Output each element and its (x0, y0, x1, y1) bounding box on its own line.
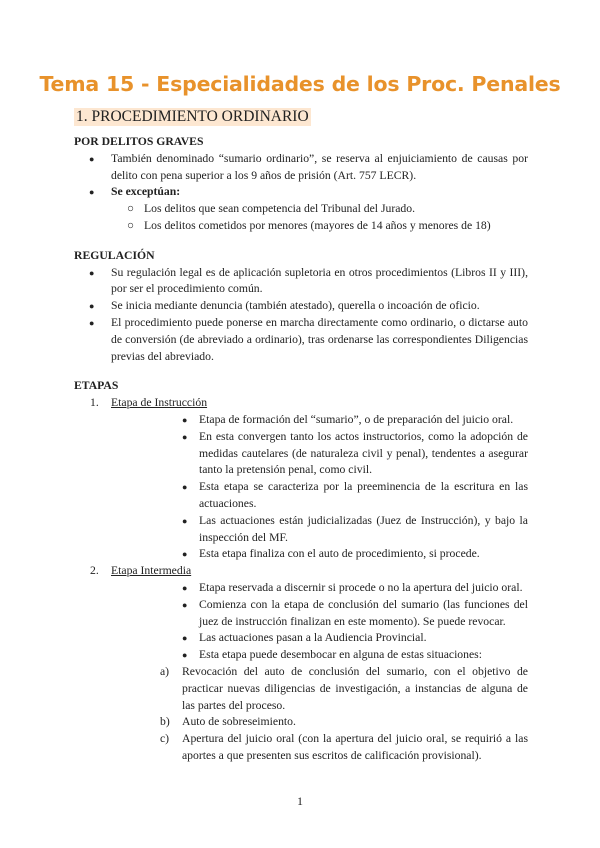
numbered-item: 2. Etapa Intermedia (90, 564, 192, 578)
bullet-icon: ● (182, 431, 188, 442)
lettered-item: a) Revocación del auto de conclusión del sumario, con el objetivo de practicar nuevas diligencias de investigación, a instancias de alguna de las partes del proceso. (160, 664, 528, 712)
list-item: ● Esta etapa finaliza con el auto de procedimiento, si procede. (74, 546, 528, 563)
list-item: ● Se inicia mediante denuncia (también atestado), querella o incoación de oficio. (74, 298, 528, 315)
bullet-icon: ● (89, 301, 95, 312)
list-item: ● En esta convergen tanto los actos instructorios, como la adopción de medidas cautelares (de naturaleza civil y penal), tendentes a asegurar tanto la pretensión penal, como civil. (182, 429, 528, 477)
bullet-icon: ● (182, 582, 188, 593)
bullet-icon: ● (182, 633, 188, 644)
list-item: ● Se exceptúan: (74, 184, 528, 201)
list-item: ● Esta etapa se caracteriza por la preeminencia de la escritura en las actuaciones. (182, 480, 528, 510)
bullet-icon: ● (182, 549, 188, 560)
section-heading: 1. PROCEDIMIENTO ORDINARIO (76, 108, 309, 125)
list-item: ● También denominado “sumario ordinario”, se reserva al enjuiciamiento de causas por delito con pena superior a los 9 años de prisión (Art. 757 LECR). (89, 151, 528, 182)
list-item: ● Etapa de formación del “sumario”, o de preparación del juicio oral. (74, 412, 528, 429)
bullet-icon: ● (89, 187, 95, 198)
lettered-item: b) Auto de sobreseimiento. (160, 715, 296, 729)
document-title: Tema 15 - Especialidades de los Proc. Penales (39, 72, 561, 96)
bullet-icon: ● (89, 317, 95, 328)
circle-bullet-icon: ○ (127, 202, 135, 216)
page-number: 1 (297, 794, 303, 808)
list-item: ● Las actuaciones pasan a la Audiencia Provincial. (74, 630, 528, 647)
circle-bullet-icon: ○ (127, 218, 135, 232)
subheading-regulacion: REGULACIÓN (74, 248, 155, 262)
list-item: ● Comienza con la etapa de conclusión del sumario (las funciones del juez de instrucción finalizan en este momento). Se puede revocar. (182, 597, 528, 628)
bullet-icon: ● (182, 515, 188, 526)
bullet-icon: ● (182, 414, 188, 425)
subheading-etapas: ETAPAS (74, 379, 119, 393)
list-item: ● Esta etapa puede desembocar en alguna de estas situaciones: (74, 647, 528, 664)
list-item: ● El procedimiento puede ponerse en marcha directamente como ordinario, o dictarse auto de conversión (de abreviado a ordinario), tras ordenarse las correspondientes Diligencias previas del abreviado. (89, 315, 528, 363)
document-body (74, 134, 528, 765)
bullet-icon: ● (89, 153, 95, 164)
bullet-icon: ● (182, 650, 188, 661)
numbered-item: 1. Etapa de Instrucción (90, 396, 208, 410)
list-item: ● Su regulación legal es de aplicación supletoria en otros procedimientos (Libros II y III), por ser el procedimiento común. (89, 265, 528, 296)
subheading-graves: POR DELITOS GRAVES (74, 135, 204, 148)
list-item: ○ Los delitos cometidos por menores (mayores de 14 años y menores de 18) (74, 218, 528, 235)
lettered-item: c) Apertura del juicio oral (con la apertura del juicio oral, se requirió a las aportes a que presenten sus escritos de calificación provisional). (160, 732, 528, 762)
bullet-icon: ● (182, 599, 188, 610)
list-item: ● Etapa reservada a discernir si procede o no la apertura del juicio oral. (74, 580, 528, 597)
list-item: ○ Los delitos que sean competencia del Tribunal del Jurado. (74, 201, 528, 218)
bullet-icon: ● (182, 482, 188, 493)
list-item: ● Las actuaciones están judicializadas (Juez de Instrucción), y bajo la inspección del MF. (182, 513, 528, 544)
bullet-icon: ● (89, 267, 95, 278)
